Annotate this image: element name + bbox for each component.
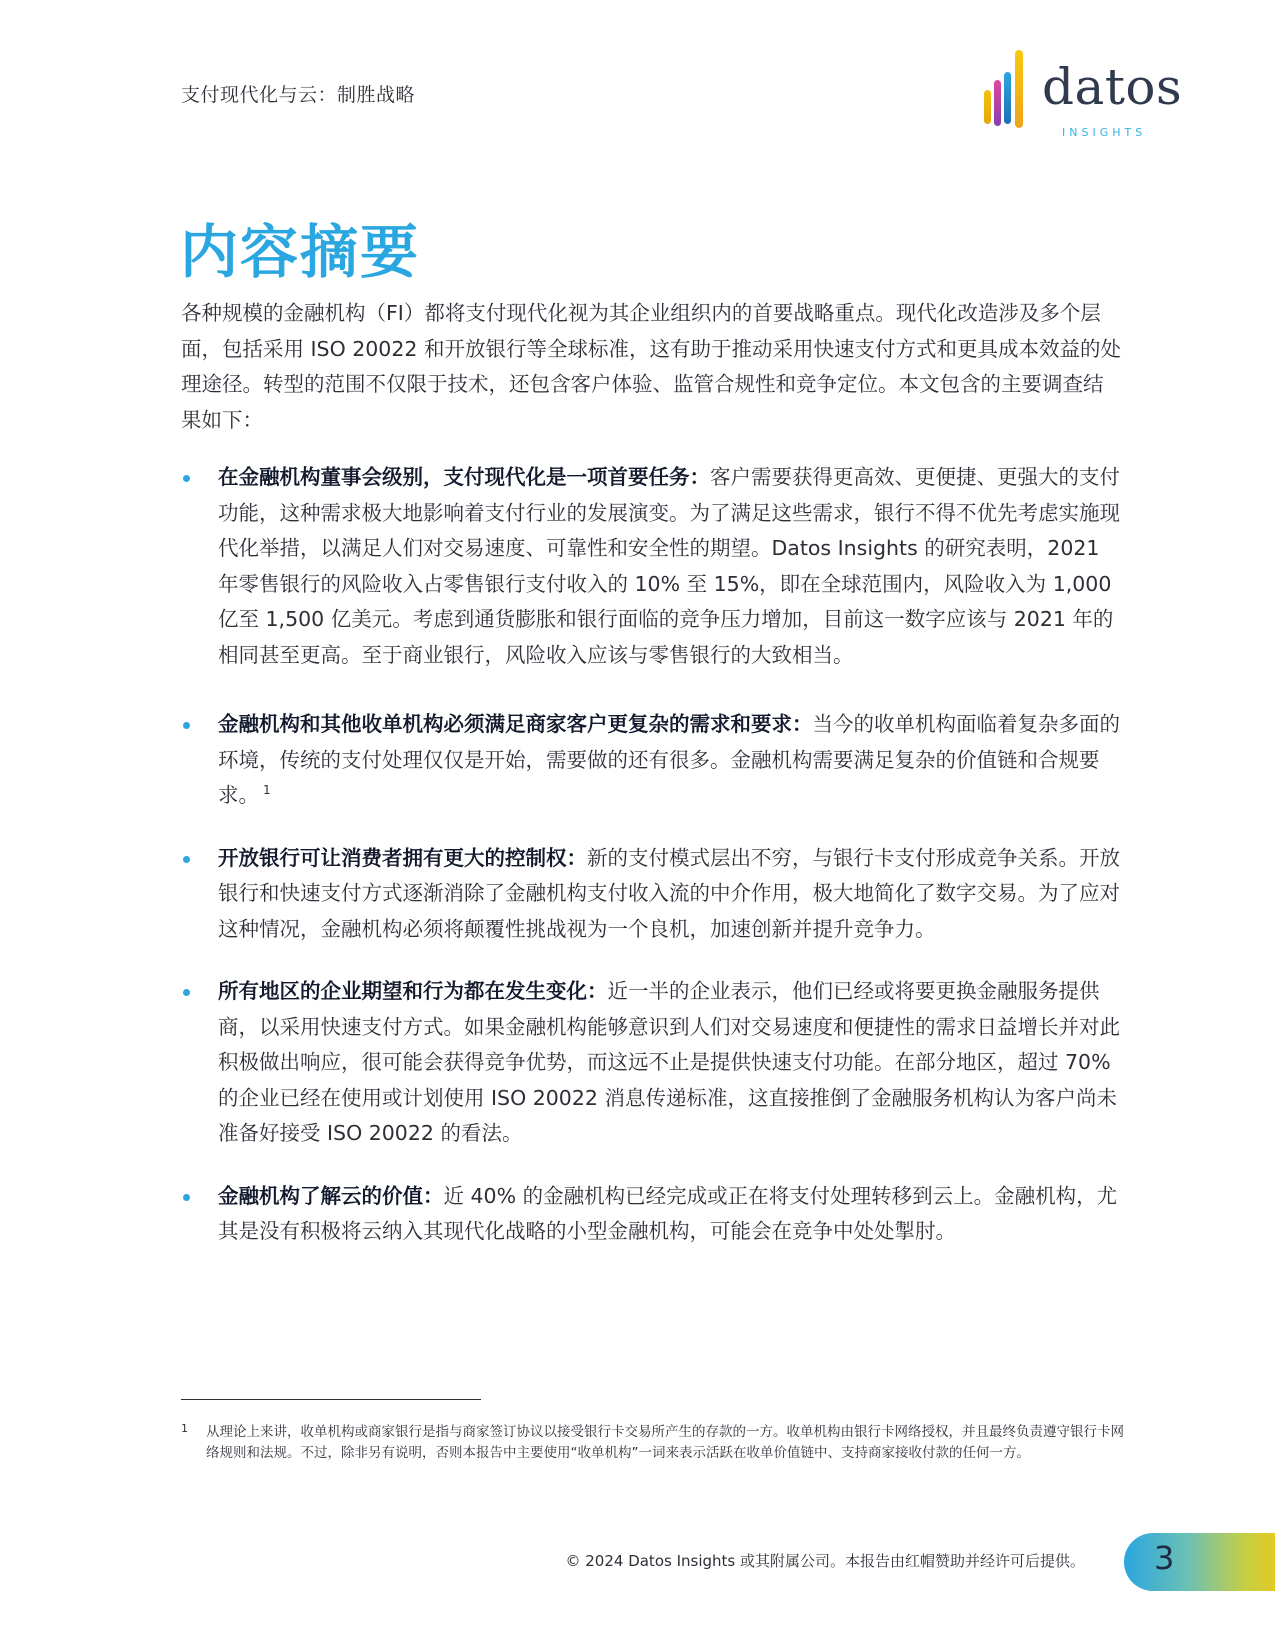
list-item [181, 707, 1121, 814]
page-number: 3 [1154, 1539, 1175, 1577]
footnote-divider [181, 1399, 481, 1400]
logo-bars-icon [982, 50, 1030, 134]
finding-text: 近一半的企业表示，他们已经或将要更换金融服务提供商，以采用快速支付方式。如果金融机构能够意识到人们对交易速度和便捷性的需求日益增长并对此积极做出响应，很可能会获得竞争优势，而这远不止是提供快速支付功能。在部分地区，超过 70% 的企业已经在使用或计划使用 ISO 20022 消息传递标准，这直接推倒了金融服务机构认为客户尚未准备好接受 ISO 20022 的看法。 [218, 979, 1120, 1145]
list-item [181, 460, 1121, 673]
finding-text: 客户需要获得更高效、更便捷、更强大的支付功能，这种需求极大地影响着支付行业的发展演变。为了满足这些需求，银行不得不优先考虑实施现代化举措，以满足人们对交易速度、可靠性和安全性的期望。Datos Insights 的研究表明，2021 年零售银行的风险收入占零售银行支付收入的 10% 至 15%，即在全球范围内，风险收入为 1,000 亿至 1,500 亿美元。考虑到通货膨胀和银行面临的竞争压力增加，目前这一数字应该与 2021 年的相同甚至更高。至于商业银行，风险收入应该与零售银行的大致相当。 [218, 465, 1120, 667]
report-title: 支付现代化与云：制胜战略 [181, 84, 416, 106]
finding-title: 在金融机构董事会级别，支付现代化是一项首要任务： [218, 465, 710, 489]
logo-subtitle: INSIGHTS [1062, 126, 1147, 139]
finding-title: 所有地区的企业期望和行为都在发生变化： [218, 979, 608, 1003]
finding-text: 新的支付模式层出不穷，与银行卡支付形成竞争关系。开放银行和快速支付方式逐渐消除了金融机构支付收入流的中介作用，极大地简化了数字交易。为了应对这种情况，金融机构必须将颠覆性挑战视为一个良机，加速创新并提升竞争力。 [218, 845, 1120, 941]
list-item [181, 974, 1121, 1152]
footnote-text: 从理论上来讲，收单机构或商家银行是指与商家签订协议以接受银行卡交易所产生的存款的一方。收单机构由银行卡网络授权，并且最终负责遵守银行卡网络规则和法规。不过，除非另有说明，否则本报告中主要使用“收单机构”一词来表示活跃在收单价值链中、支持商家接收付款的任何一方。 [206, 1424, 1124, 1461]
key-findings-list [181, 460, 1121, 1250]
finding-text: 当今的收单机构面临着复杂多面的环境，传统的支付处理仅仅是开始，需要做的还有很多。金融机构需要满足复杂的价值链和合规要求。 [218, 712, 1120, 807]
page-number-tab [1124, 1533, 1275, 1591]
list-item [181, 841, 1121, 948]
copyright-notice: © 2024 Datos Insights 或其附属公司。本报告由红帽赞助并经许可后提供。 [565, 1552, 1085, 1570]
finding-title: 金融机构了解云的价值： [218, 1183, 444, 1208]
list-item [181, 1179, 1121, 1250]
finding-title: 金融机构和其他收单机构必须满足商家客户更复杂的需求和要求： [218, 712, 813, 736]
footnote-number: 1 [181, 1422, 188, 1435]
logo-wordmark: datos [1042, 58, 1183, 116]
intro-paragraph: 各种规模的金融机构（FI）都将支付现代化视为其企业组织内的首要战略重点。现代化改造涉及多个层面，包括采用 ISO 20022 和开放银行等全球标准，这有助于推动采用快速支付方式和更具成本效益的处理途径。转型的范围不仅限于技术，还包含客户体验、监管合规性和竞争定位。本文包含的主要调查结果如下： [181, 301, 1121, 432]
finding-text: 近 40% 的金融机构已经完成或正在将支付处理转移到云上。金融机构，尤其是没有积极将云纳入其现代化战略的小型金融机构，可能会在竞争中处处掣肘。 [218, 1183, 1118, 1243]
finding-title: 开放银行可让消费者拥有更大的控制权： [218, 845, 587, 870]
footnote-reference[interactable]: 1 [263, 783, 271, 798]
footnote [181, 1422, 1126, 1464]
datos-insights-logo [982, 50, 1182, 140]
page-title: 内容摘要 [180, 218, 421, 286]
